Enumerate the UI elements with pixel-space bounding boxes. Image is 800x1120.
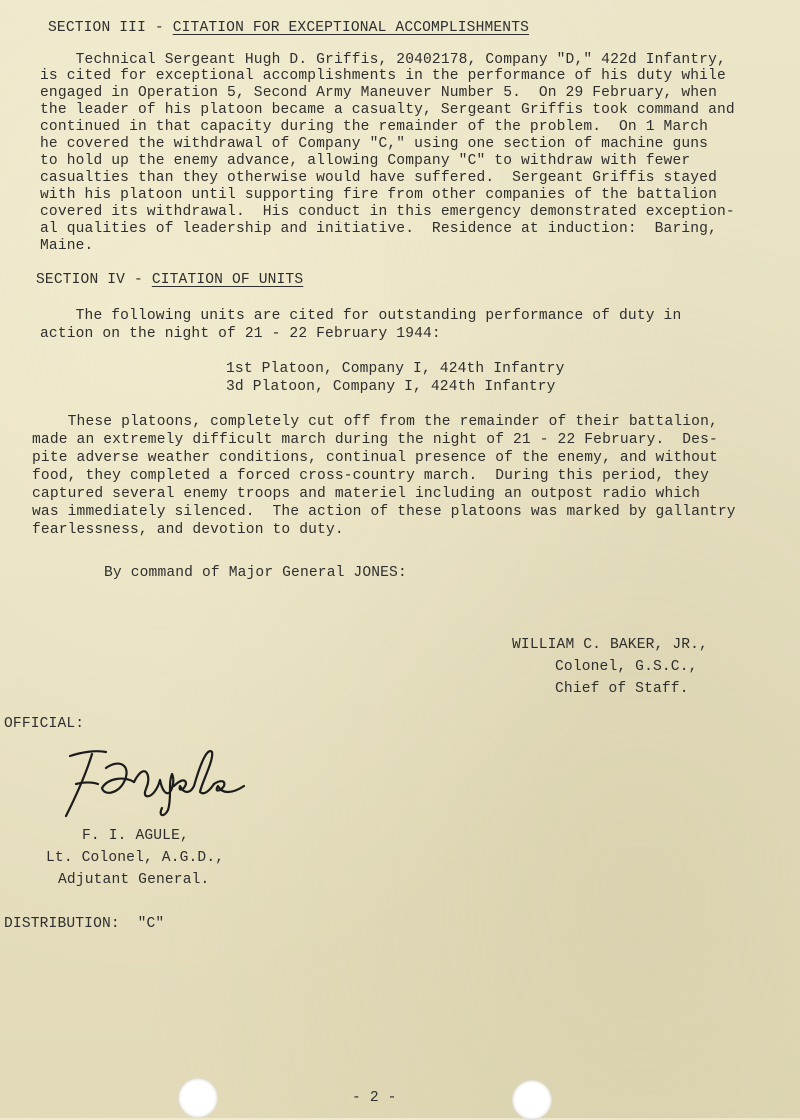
section-4-body-line: captured several enemy troops and materiel including an outpost radio which [32, 486, 701, 502]
section-3-line: Technical Sergeant Hugh D. Griffis, 20402178, Company "D," 422d Infantry, [40, 52, 726, 68]
page-number: - 2 - [352, 1090, 397, 1106]
section-4-heading [36, 272, 303, 288]
unit-citation: 1st Platoon, Company I, 424th Infantry [226, 361, 565, 377]
section-3-line: to hold up the enemy advance, allowing Company "C" to withdraw with fewer [40, 153, 691, 169]
punch-hole [178, 1078, 218, 1118]
section-4-body-line: pite adverse weather conditions, continual presence of the enemy, and without [32, 450, 718, 466]
section-4-title: CITATION OF UNITS [151, 272, 304, 288]
adjutant-rank: Lt. Colonel, A.G.D., [46, 850, 225, 866]
section-3-heading [48, 20, 529, 36]
section-3-line: with his platoon until supporting fire from other companies of the battalion [40, 187, 717, 203]
section-3-line: is cited for exceptional accomplishments in the performance of his duty while [40, 68, 726, 84]
section-4-body-line: was immediately silenced. The action of these platoons was marked by gallantry [32, 504, 736, 520]
unit-citation: 3d Platoon, Company I, 424th Infantry [226, 379, 556, 395]
section-4-intro-line: action on the night of 21 - 22 February 1944: [40, 326, 441, 342]
official-label: OFFICIAL: [4, 716, 85, 732]
chief-of-staff-rank: Colonel, G.S.C., [555, 659, 698, 675]
section-4-label: SECTION IV - [36, 272, 152, 288]
section-4-body-line: food, they completed a forced cross-country march. During this period, they [32, 468, 709, 484]
command-line: By command of Major General JONES: [104, 565, 407, 581]
section-3-line: Maine. [40, 238, 94, 254]
adjutant-title: Adjutant General. [58, 872, 210, 888]
distribution-line: DISTRIBUTION: "C" [4, 916, 165, 932]
adjutant-name: F. I. AGULE, [82, 828, 189, 844]
section-3-line: engaged in Operation 5, Second Army Maneuver Number 5. On 29 February, when [40, 85, 717, 101]
section-3-line: the leader of his platoon became a casualty, Sergeant Griffis took command and [40, 102, 735, 118]
section-3-title: CITATION FOR EXCEPTIONAL ACCOMPLISHMENTS [172, 20, 530, 36]
section-4-intro-line: The following units are cited for outstanding performance of duty in [40, 308, 682, 324]
handwritten-signature [62, 738, 262, 828]
section-4-body-line: fearlessness, and devotion to duty. [32, 522, 344, 538]
chief-of-staff-title: Chief of Staff. [555, 681, 689, 697]
section-3-line: casualties than they otherwise would have suffered. Sergeant Griffis stayed [40, 170, 717, 186]
section-3-line: continued in that capacity during the remainder of the problem. On 1 March [40, 119, 709, 135]
section-3-line: covered its withdrawal. His conduct in this emergency demonstrated exception- [40, 204, 735, 220]
section-4-body-line: made an extremely difficult march during the night of 21 - 22 February. Des- [32, 432, 718, 448]
section-3-label: SECTION III - [48, 20, 173, 36]
chief-of-staff-name: WILLIAM C. BAKER, JR., [512, 637, 708, 653]
section-3-line: he covered the withdrawal of Company "C," using one section of machine guns [40, 136, 709, 152]
section-3-line: al qualities of leadership and initiative. Residence at induction: Baring, [40, 221, 717, 237]
section-4-body-line: These platoons, completely cut off from the remainder of their battalion, [32, 414, 718, 430]
punch-hole [512, 1080, 552, 1120]
